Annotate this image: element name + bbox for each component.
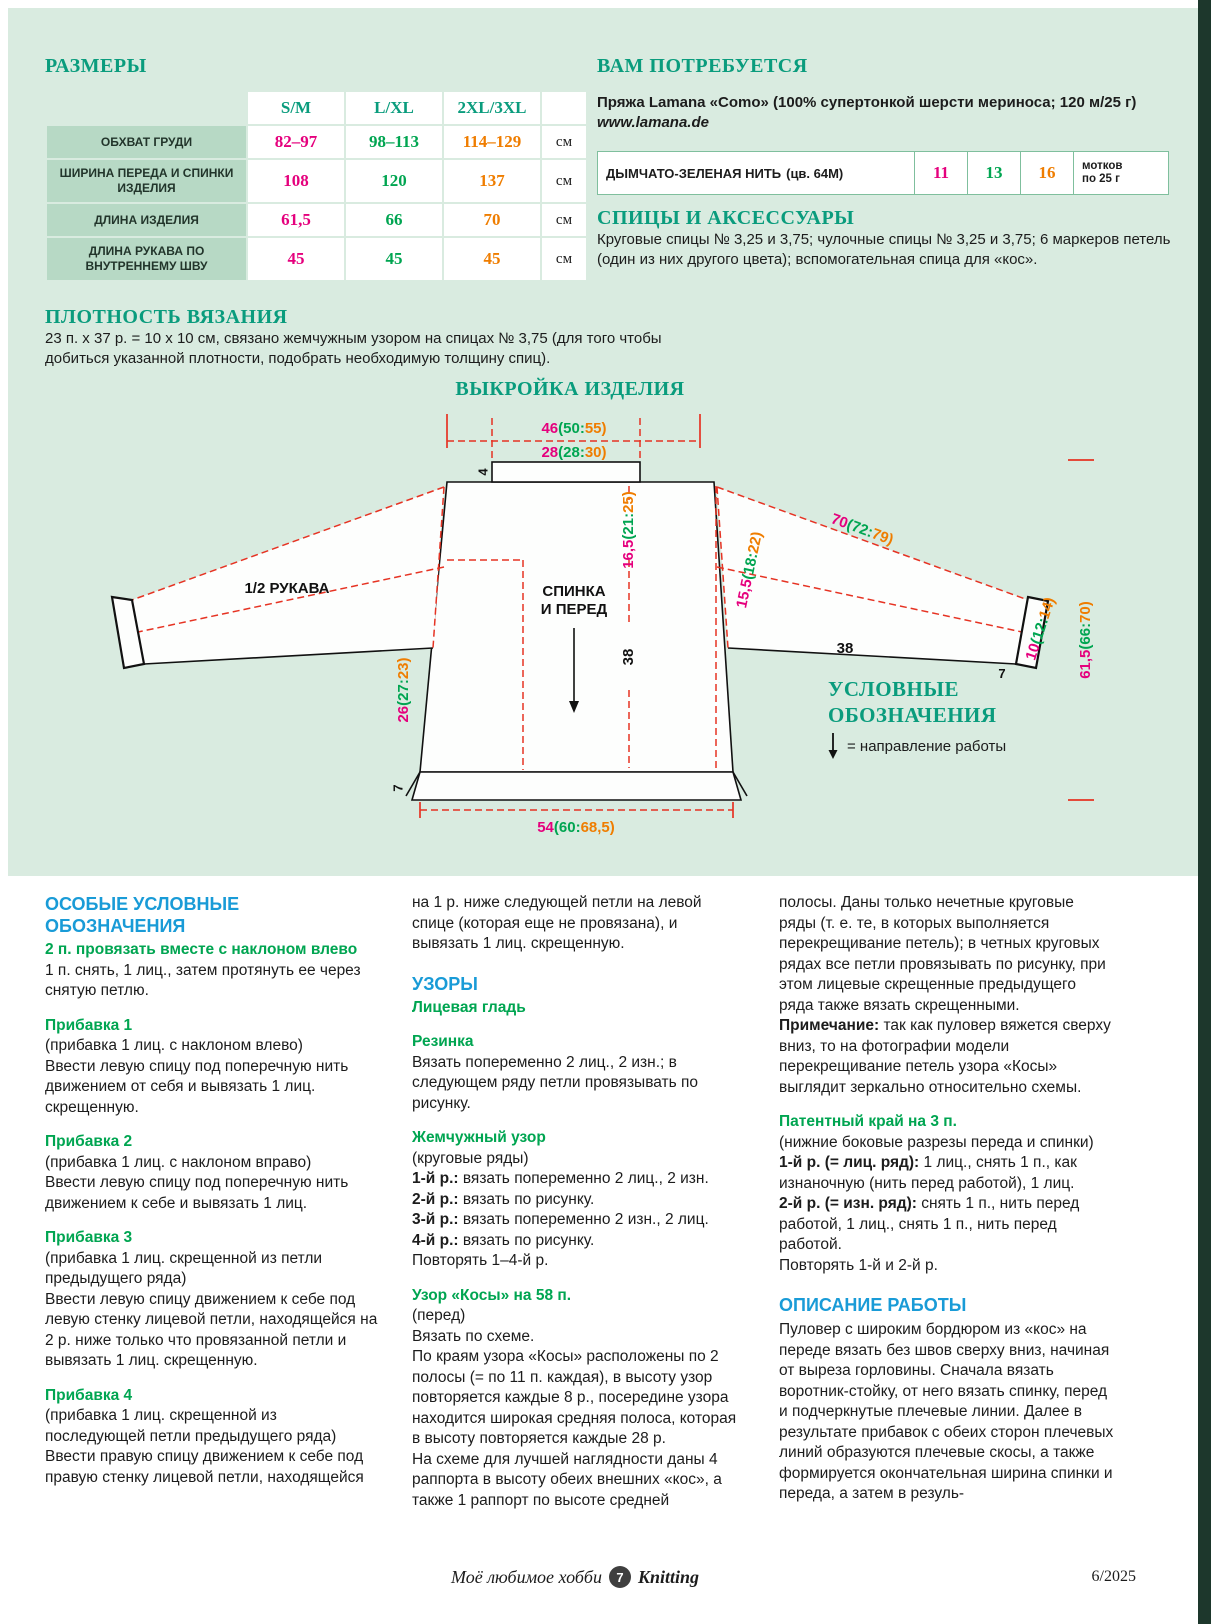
table-row xyxy=(47,160,586,202)
yarn-url: www.lamana.de xyxy=(597,114,709,131)
size-col-lxl: L/XL xyxy=(346,92,442,124)
page-number-badge: 7 xyxy=(609,1566,631,1588)
body-text: на 1 р. ниже следующей петли на левой спице (которая еще не провязана), и вывязать 1 лиц. скрещенную. xyxy=(412,894,702,952)
colorway-cell xyxy=(598,152,914,194)
measure-upper-arm: 15,5(18:22) xyxy=(733,530,766,610)
column-work-description xyxy=(779,893,1114,1511)
measure-collar-width: 28(28:30) xyxy=(541,444,607,461)
body-label-line1: СПИНКА xyxy=(542,583,606,600)
collar-outline xyxy=(492,462,640,482)
measure-yoke-depth: 16,5(21:25) xyxy=(619,491,637,569)
legend-entry xyxy=(826,732,1006,760)
term-title: Прибавка 2 xyxy=(45,1133,133,1150)
legend-text: = направление работы xyxy=(847,737,1007,755)
pattern-row: 3-й р.: вязать попеременно 2 изн., 2 лиц. xyxy=(412,1211,709,1228)
body-text: (прибавка 1 лиц. с наклоном влево) xyxy=(45,1037,303,1054)
cell-value: 61,5 xyxy=(248,204,344,236)
measure-total-length: 61,5(66:70) xyxy=(1076,601,1094,679)
cell-value: 114–129 xyxy=(444,126,540,158)
magazine-name: Моё любимое хобби xyxy=(450,1566,602,1587)
amount-2xl3xl: 16 xyxy=(1020,152,1073,194)
footer-magazine-title xyxy=(0,1566,1150,1588)
term-title: Резинка xyxy=(412,1033,474,1050)
column-special-abbreviations xyxy=(45,893,380,1511)
sizes-table xyxy=(45,90,588,282)
colorway-note: (цв. 64М) xyxy=(786,165,844,181)
measure-cuff-width: 10(12:14) xyxy=(1022,595,1059,663)
pattern-row: 1-й р. (= лиц. ряд): 1 лиц., снять 1 п., как изнаночную (нить перед работой), 1 лиц. xyxy=(779,1154,1077,1192)
magazine-name-suffix: Knitting xyxy=(637,1566,699,1587)
body-label-line2: И ПЕРЕД xyxy=(540,601,608,618)
row-label: ДЛИНА РУКАВА ПО ВНУТРЕННЕМУ ШВУ xyxy=(47,238,246,280)
corner-cell xyxy=(47,92,246,124)
cell-value: 108 xyxy=(248,160,344,202)
cell-value: 137 xyxy=(444,160,540,202)
body-text: (прибавка 1 лиц. скрещенной из последующей петли предыдущего ряда) xyxy=(45,1407,337,1445)
term-title: Патентный край на 3 п. xyxy=(779,1113,957,1130)
term-title: Узор «Косы» на 58 п. xyxy=(412,1286,572,1304)
body-text: (перед) xyxy=(412,1307,466,1324)
body-text: По краям узора «Косы» расположены по 2 полосы (= по 11 п. каждая), в высоту узор повторяется каждые 8 р., посередине узора находится широкая средняя полоса, которая в высоту повторяется каждые 28 р. xyxy=(412,1348,737,1447)
unit-cell: см xyxy=(542,160,586,202)
tools-text: Круговые спицы № 3,25 и 3,75; чулочные спицы № 3,25 и 3,75; 6 маркеров петель (один из них другого цвета); вспомогательная спица для «кос». xyxy=(597,231,1171,268)
section-heading: ОПИСАНИЕ РАБОТЫ xyxy=(779,1295,967,1315)
pattern-row: 1-й р.: вязать попеременно 2 лиц., 2 изн. xyxy=(412,1170,709,1187)
section-heading: УЗОРЫ xyxy=(412,973,478,994)
term-title: Жемчужный узор xyxy=(412,1129,546,1146)
amount-unit-cell: мотков по 25 г xyxy=(1073,152,1168,194)
column-patterns xyxy=(412,893,747,1511)
pattern-row: 2-й р.: вязать по рисунку. xyxy=(412,1190,595,1208)
pattern-row: 2-й р. (= изн. ряд): снять 1 п., нить перед работой, 1 лиц., снять 1 п., нить перед работой. xyxy=(779,1195,1080,1253)
materials-heading: ВАМ ПОТРЕБУЕТСЯ xyxy=(597,55,808,77)
cell-value: 66 xyxy=(346,204,442,236)
unit-cell: см xyxy=(542,126,586,158)
unit-cell: см xyxy=(542,238,586,280)
body-text: (нижние боковые разрезы переда и спинки) xyxy=(779,1133,1094,1151)
table-row xyxy=(47,204,586,236)
measure-hem-height: 7 xyxy=(390,784,406,792)
body-text: Вязать по схеме. xyxy=(412,1327,535,1345)
body-text: полосы. Даны только нечетные круговые ряды (т. е. те, в которых выполняется перекрещивание петель); в четных круговых рядах все петли провязывать по рисунку, при этом лицевые скрещенные предыдущего ряда также вязать скрещенными. xyxy=(779,894,1106,1014)
cell-value: 45 xyxy=(346,238,442,280)
hem-band xyxy=(412,772,741,800)
cell-value: 45 xyxy=(248,238,344,280)
garment-schematic xyxy=(0,400,1211,865)
size-col-2xl3xl: 2XL/3XL xyxy=(444,92,540,124)
body-text: Ввести левую спицу под поперечную нить движением к себе и вывязать 1 лиц. xyxy=(45,1174,349,1212)
section-heading: ОСОБЫЕ УСЛОВНЫЕ ОБОЗНАЧЕНИЯ xyxy=(45,894,240,936)
row-label: ДЛИНА ИЗДЕЛИЯ xyxy=(47,204,246,236)
down-arrow-icon xyxy=(826,732,840,760)
body-text: (прибавка 1 лиц. скрещенной из петли предыдущего ряда) xyxy=(45,1249,323,1287)
cell-value: 82–97 xyxy=(248,126,344,158)
term-title: Прибавка 4 xyxy=(45,1386,133,1404)
term-title: Лицевая гладь xyxy=(412,998,526,1016)
body-text: Ввести правую спицу движением к себе под правую стенку лицевой петли, находящейся xyxy=(45,1448,364,1486)
measure-bottom-width: 54(60:68,5) xyxy=(537,819,615,836)
body-text: На схеме для лучшей наглядности даны 4 раппорта в высоту обеих внешних «кос», а также 1 раппорт по высоте средней xyxy=(412,1450,722,1509)
body-text: Вязать попеременно 2 лиц., 2 изн.; в следующем ряду петли провязывать по рисунку. xyxy=(412,1053,699,1112)
cell-value: 45 xyxy=(444,238,540,280)
schematic-heading: ВЫКРОЙКА ИЗДЕЛИЯ xyxy=(455,378,685,400)
measure-sleeve-top: 70(72:79) xyxy=(828,510,896,549)
term-title: Прибавка 3 xyxy=(45,1229,133,1246)
sleeve-label: 1/2 РУКАВА xyxy=(244,580,330,597)
amount-lxl: 13 xyxy=(967,152,1020,194)
body-text: 1 п. снять, 1 лиц., затем протянуть ее через снятую петлю. xyxy=(45,961,361,999)
unit-header-cell xyxy=(542,92,586,124)
instructions-columns xyxy=(45,893,1114,1511)
measure-sleeve-length: 38 xyxy=(836,640,854,657)
gauge-text: 23 п. x 37 р. = 10 x 10 см, связано жемчужным узором на спицах № 3,75 (для того чтобы добиться указанной плотности, подобрать необходимую толщину спиц). xyxy=(45,330,662,367)
yarn-amount-row xyxy=(597,151,1169,195)
left-sleeve xyxy=(132,487,444,664)
issue-number: 6/2025 xyxy=(1091,1568,1136,1585)
sizes-header-row xyxy=(47,92,586,124)
body-text: Пуловер с широким бордюром из «кос» на переде вязать без швов сверху вниз, начиная от выреза горловины. Сначала вязать воротник-стойку, от него вязать спинку, перед и подчеркнутые плечевые линии. Далее в результате прибавок с обеих сторон плечевых линий образуются плечевые скосы, а также формируется окончательная ширина спинки и переда, а затем в резуль- xyxy=(779,1321,1114,1502)
legend-heading: УСЛОВНЫЕ ОБОЗНАЧЕНИЯ xyxy=(828,677,997,727)
row-label: ОБХВАТ ГРУДИ xyxy=(47,126,246,158)
body-outline xyxy=(420,482,733,772)
pattern-row: 4-й р.: вязать по рисунку. xyxy=(412,1231,595,1249)
body-text: (круговые ряды) xyxy=(412,1149,529,1167)
body-text: (прибавка 1 лиц. с наклоном вправо) xyxy=(45,1153,312,1171)
measure-collar-height: 4 xyxy=(475,468,491,476)
table-row xyxy=(47,238,586,280)
right-sleeve xyxy=(717,487,1028,664)
cell-value: 70 xyxy=(444,204,540,236)
colorway-name: ДЫМЧАТО-ЗЕЛЕНАЯ НИТЬ xyxy=(606,165,782,181)
amount-sm: 11 xyxy=(914,152,967,194)
measure-body-length: 38 xyxy=(619,648,637,666)
measure-left-side: 26(27:23) xyxy=(394,657,412,723)
body-text: Ввести левую спицу под поперечную нить движением от себя и вывязать 1 лиц. скрещенную. xyxy=(45,1057,349,1116)
yarn-name: Пряжа Lamana «Como» (100% супертонкой шерсти мериноса; 120 м/25 г) xyxy=(597,94,1137,111)
sizes-heading: РАЗМЕРЫ xyxy=(45,55,147,77)
note-text: Примечание: так как пуловер вяжется сверху вниз, то на фотографии модели перекрещивание петель узора «Косы» выглядит зеркально относительно схемы. xyxy=(779,1017,1111,1096)
cell-value: 98–113 xyxy=(346,126,442,158)
gauge-heading: ПЛОТНОСТЬ ВЯЗАНИЯ xyxy=(45,306,288,328)
row-label: ШИРИНА ПЕРЕДА И СПИНКИ ИЗДЕЛИЯ xyxy=(47,160,246,202)
table-row xyxy=(47,126,586,158)
measure-top-width: 46(50:55) xyxy=(541,420,607,437)
term-title: 2 п. провязать вместе с наклоном влево xyxy=(45,941,358,958)
body-text: Повторять 1-й и 2-й р. xyxy=(779,1256,938,1274)
yarn-description xyxy=(597,93,1177,133)
size-col-sm: S/M xyxy=(248,92,344,124)
term-title: Прибавка 1 xyxy=(45,1016,133,1034)
measure-cuff-height: 7 xyxy=(998,666,1006,681)
cell-value: 120 xyxy=(346,160,442,202)
tools-heading: СПИЦЫ И АКСЕССУАРЫ xyxy=(597,207,855,229)
body-text: Ввести левую спицу движением к себе под левую стенку лицевой петли, находящейся на 2 р. ниже только что провязанной петли и вывязать 1 лиц. скрещенную. xyxy=(45,1290,378,1369)
body-text: Повторять 1–4-й р. xyxy=(412,1252,549,1269)
unit-cell: см xyxy=(542,204,586,236)
